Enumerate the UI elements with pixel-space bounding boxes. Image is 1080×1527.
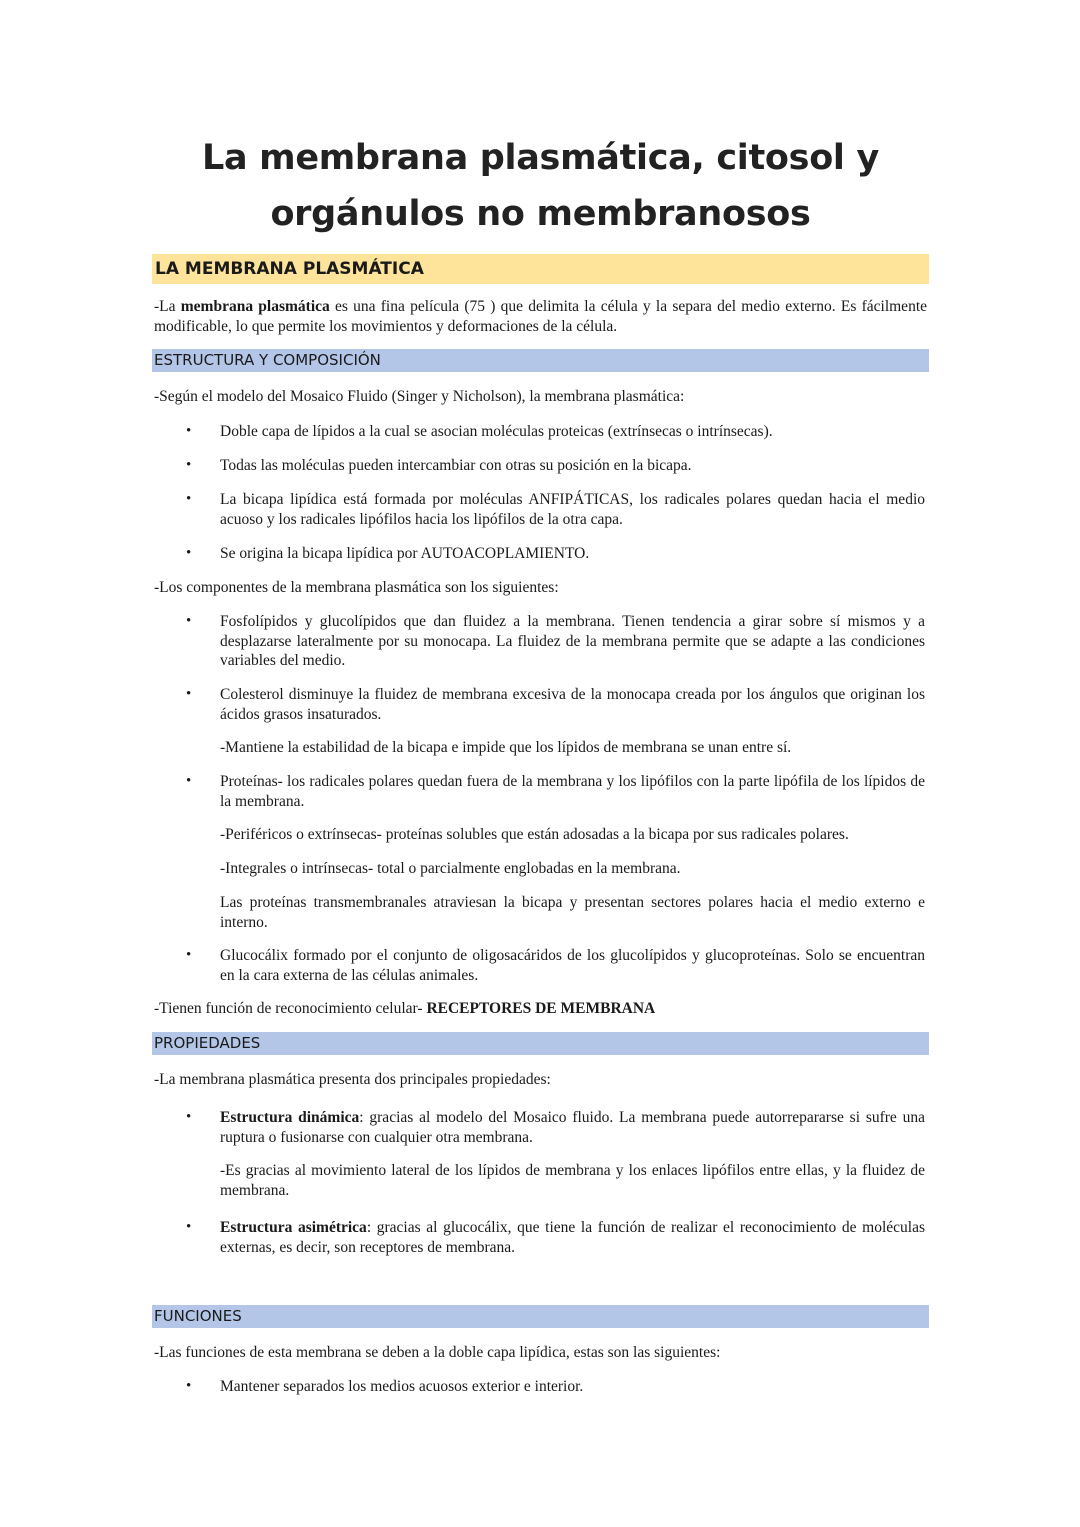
- bullet-icon: •: [186, 686, 192, 702]
- component-colesterol-note: -Mantiene la estabilidad de la bicapa e impide que los lípidos de membrana se unan entre sí.: [220, 739, 792, 756]
- bullet-icon: •: [186, 947, 192, 963]
- propiedad-dinamica-text: : gracias al modelo del Mosaico fluido. La membrana puede autorrepararse si sufre una ruptura o fusionarse con cualquier otra membrana.: [220, 1109, 925, 1146]
- propiedad-dinamica-note: -Es gracias al movimiento lateral de los lípidos de membrana y los enlaces lipófilos entre ellas, y la fluidez de membrana.: [220, 1162, 925, 1199]
- bullet-icon: •: [186, 773, 192, 789]
- propiedades-intro: -La membrana plasmática presenta dos principales propiedades:: [154, 1071, 551, 1088]
- intro-bold-term: membrana plasmática: [180, 298, 330, 315]
- subheading-propiedades: PROPIEDADES: [152, 1032, 929, 1055]
- funciones-intro: -Las funciones de esta membrana se deben a la doble capa lipídica, estas son las siguientes:: [154, 1344, 721, 1361]
- component-fosfolipidos: Fosfolípidos y glucolípidos que dan fluidez a la membrana. Tienen tendencia a girar sobre sí mismos y a desplazarse lateralmente por su monocapa. La fluidez de la membrana permite que se adapte a las condiciones variables del medio.: [220, 613, 925, 669]
- bullet-icon: •: [186, 545, 192, 561]
- proteinas-integrales: -Integrales o intrínsecas- total o parcialmente englobadas en la membrana.: [220, 860, 681, 877]
- components-intro: -Los componentes de la membrana plasmática son los siguientes:: [154, 579, 559, 596]
- proteinas-perifericas: -Periféricos o extrínsecas- proteínas solubles que están adosadas a la bicapa por sus radicales polares.: [220, 826, 849, 843]
- component-colesterol: Colesterol disminuye la fluidez de membrana excesiva de la monocapa creada por los ángulos que originan los ácidos grasos insaturados.: [220, 686, 925, 723]
- bullet-icon: •: [186, 491, 192, 507]
- propiedad-asimetrica: [220, 1218, 925, 1257]
- propiedad-dinamica: [220, 1108, 925, 1147]
- propiedad-dinamica-term: Estructura dinámica: [220, 1109, 360, 1126]
- propiedad-asimetrica-term: Estructura asimétrica: [220, 1219, 367, 1236]
- component-glucocalix: Glucocálix formado por el conjunto de oligosacáridos de los glucolípidos y glucoproteínas. Solo se encuentran en la cara externa de las células animales.: [220, 947, 925, 984]
- bullet-icon: •: [186, 613, 192, 629]
- intro-prefix: -La: [154, 298, 181, 315]
- recognition-prefix: -Tienen función de reconocimiento celular-: [154, 1000, 427, 1017]
- list-item: Doble capa de lípidos a la cual se asocian moléculas proteicas (extrínsecas o intrínsecas).: [220, 423, 773, 440]
- list-item: Mantener separados los medios acuosos exterior e interior.: [220, 1378, 584, 1395]
- bullet-icon: •: [186, 423, 192, 439]
- page-title: [152, 130, 929, 242]
- bullet-icon: •: [186, 457, 192, 473]
- recognition-bold: RECEPTORES DE MEMBRANA: [426, 1000, 656, 1017]
- recognition-line: [154, 999, 927, 1019]
- intro-paragraph: [154, 297, 927, 336]
- bullet-icon: •: [186, 1109, 192, 1125]
- subheading-estructura: ESTRUCTURA Y COMPOSICIÓN: [152, 349, 929, 372]
- title-line-1: La membrana plasmática, citosol y: [201, 138, 880, 178]
- list-item: La bicapa lipídica está formada por moléculas ANFIPÁTICAS, los radicales polares quedan hacia el medio acuoso y los radicales lipófilos hacia los lipófilos de la otra capa.: [220, 491, 925, 528]
- subheading-funciones: FUNCIONES: [152, 1305, 929, 1328]
- proteinas-transmembranales: Las proteínas transmembranales atraviesan la bicapa y presentan sectores polares hacia el medio externo e interno.: [220, 894, 925, 931]
- title-line-2: orgánulos no membranosos: [270, 194, 811, 234]
- bullet-icon: •: [186, 1219, 192, 1235]
- propiedad-asimetrica-text: : gracias al glucocálix, que tiene la función de realizar el reconocimiento de moléculas externas, es decir, son receptores de membrana.: [220, 1219, 925, 1256]
- list-item: Todas las moléculas pueden intercambiar con otras su posición en la bicapa.: [220, 457, 692, 474]
- section-heading-membrana: LA MEMBRANA PLASMÁTICA: [152, 254, 929, 284]
- bullet-icon: •: [186, 1378, 192, 1394]
- component-proteinas: Proteínas- los radicales polares quedan fuera de la membrana y los lipófilos con la parte lipófila de los lípidos de la membrana.: [220, 773, 925, 810]
- estructura-intro: -Según el modelo del Mosaico Fluido (Singer y Nicholson), la membrana plasmática:: [154, 388, 685, 405]
- intro-rest: es una fina película (75 ) que delimita la célula y la separa del medio externo. Es fácilmente modificable, lo que permite los movimientos y deformaciones de la célula.: [154, 298, 927, 335]
- list-item: Se origina la bicapa lipídica por AUTOACOPLAMIENTO.: [220, 545, 590, 562]
